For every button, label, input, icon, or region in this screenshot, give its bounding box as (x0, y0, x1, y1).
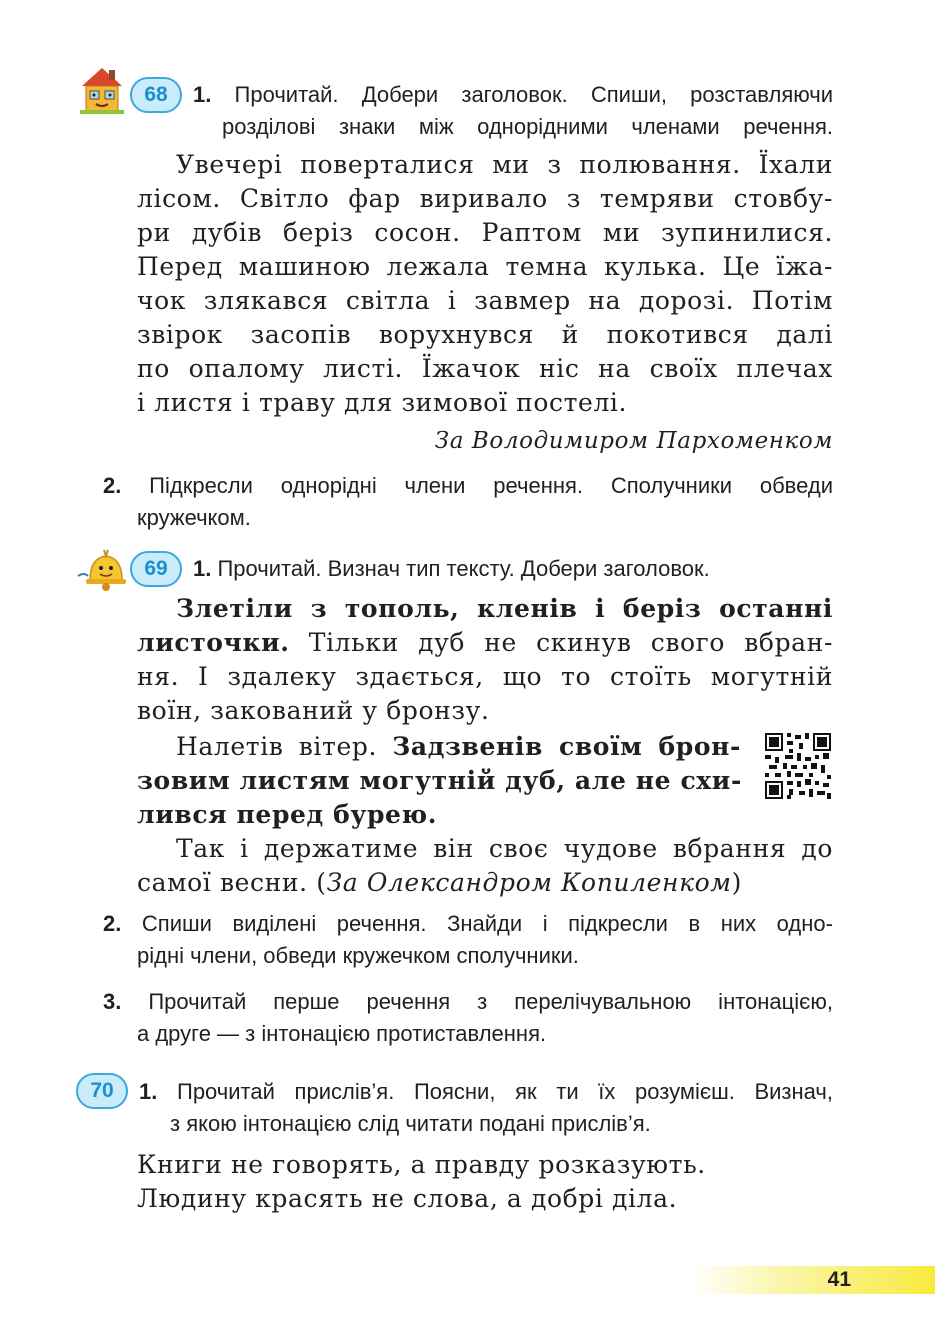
text-fragment: самої весни. ( (137, 868, 327, 897)
task-number: 1. (139, 1079, 158, 1104)
text-line-bold: Злетіли з тополь, кленів і беріз останні (176, 594, 833, 623)
task-text: Прочитай прислів’я. Поясни, як ти їх розумієш. Визнач, (177, 1079, 833, 1104)
task-text: Спиши виділені речення. Знайди і підкресли в них одно- (141, 911, 833, 936)
task-number: 1. (193, 82, 212, 107)
text-line: чок злякався світла і завмер на дорозі. Потім (137, 286, 833, 315)
task-1-instruction-cont: розділові знаки між однорідними членами речення. (222, 114, 833, 139)
text-line: і листя і траву для зимової постелі. (137, 388, 628, 417)
task-2-instruction (103, 470, 833, 502)
task-number: 1. (193, 556, 212, 581)
task-1-instruction (193, 553, 710, 585)
exercise-number-badge: 70 (76, 1073, 128, 1109)
text-line (137, 866, 833, 900)
proverb: Людину красять не слова, а добрі діла. (137, 1184, 678, 1213)
task-2-instruction-cont: кружечком. (137, 505, 251, 530)
bell-icon (76, 546, 128, 592)
house-icon (76, 64, 128, 116)
task-1-instruction (193, 79, 833, 111)
text-line-bold: зовим листям могутній дуб, але не схи- (137, 766, 742, 795)
text-line: ня. І здалеку здається, що то стоїть могутній (137, 662, 833, 691)
text-line: по опалому листі. Їжачок ніс на своїх плечах (137, 354, 833, 383)
bold-fragment: листочки. (137, 628, 290, 657)
task-text: Прочитай. Визнач тип тексту. Добери заголовок. (217, 556, 710, 581)
text-fragment: ) (731, 868, 742, 897)
task-2-instruction-cont: рідні члени, обведи кружечком сполучники. (137, 943, 579, 968)
text-line: Так і держатиме він своє чудове вбрання до (176, 834, 833, 863)
text-line: воїн, закований у бронзу. (137, 696, 490, 725)
task-text: Підкресли однорідні члени речення. Сполучники обведи (149, 473, 833, 498)
text-line: Увечері поверталися ми з полювання. Їхали (176, 150, 833, 179)
task-number: 2. (103, 473, 122, 498)
bold-fragment: Задзвенів своїм брон- (392, 732, 742, 761)
text-fragment: Тільки дуб не скинув свого вбран- (289, 628, 833, 657)
task-number: 3. (103, 989, 122, 1014)
text-line: ри дубів беріз сосон. Раптом ми зупинилися. (137, 218, 833, 247)
task-1-instruction-cont: з якою інтонацією слід читати подані прислів’я. (170, 1111, 651, 1136)
text-fragment: Налетів вітер. (176, 732, 393, 761)
task-1-instruction (139, 1076, 833, 1108)
qr-code-icon[interactable] (765, 733, 831, 799)
text-line: Перед машиною лежала темна кулька. Це їжа- (137, 252, 833, 281)
task-3-instruction-cont: а друге — з інтонацією протиставлення. (137, 1021, 547, 1046)
proverb: Книги не говорять, а правду розказують. (137, 1150, 706, 1179)
text-line (137, 626, 833, 660)
page-number: 41 (827, 1268, 851, 1291)
text-line-bold: лився перед бурею. (137, 800, 438, 829)
text-line (176, 730, 741, 764)
task-number: 2. (103, 911, 122, 936)
task-text: Прочитай. Добери заголовок. Спиши, розставляючи (234, 82, 833, 107)
page-number-bar (690, 1266, 935, 1294)
text-line: лісом. Світло фар виривало з темряви стовбу- (137, 184, 833, 213)
exercise-number-badge: 69 (130, 551, 182, 587)
task-3-instruction (103, 986, 833, 1018)
exercise-number-badge: 68 (130, 77, 182, 113)
task-text: Прочитай перше речення з перелічувальною інтонацією, (148, 989, 833, 1014)
text-line: звірок засопів ворухнувся й покотився далі (137, 320, 833, 349)
author-attribution: За Олександром Копиленком (326, 868, 732, 897)
author-attribution: За Володимиром Пархоменком (434, 428, 833, 454)
task-2-instruction (103, 908, 833, 940)
